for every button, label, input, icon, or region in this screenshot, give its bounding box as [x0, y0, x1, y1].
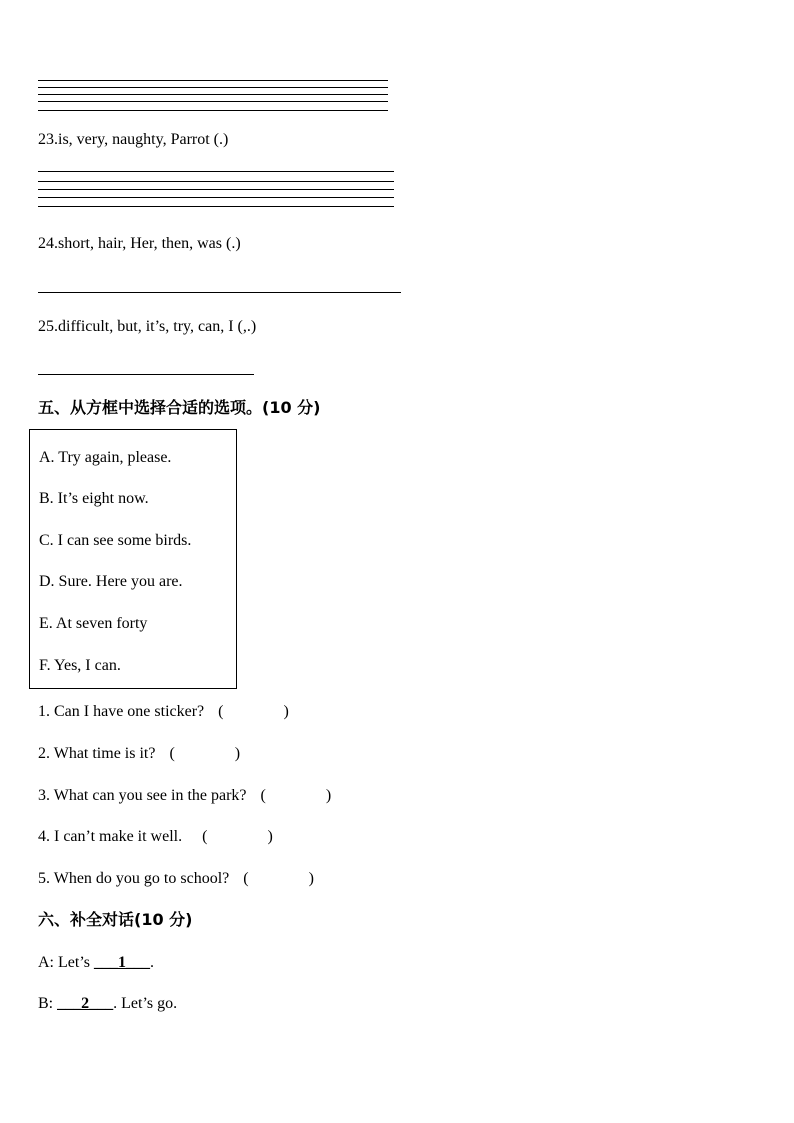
options-box [29, 429, 237, 689]
option-e: E. At seven forty [39, 615, 148, 632]
after-text: . Let’s go. [113, 995, 178, 1012]
after-text: . [150, 954, 154, 971]
item-text: 1. Can I have one sticker? [38, 703, 205, 720]
answer-paren-close: ) [325, 787, 332, 804]
answer-paren-close: ) [267, 828, 273, 845]
answer-paren-open: ( [202, 828, 208, 845]
answer-paren-close: ) [283, 703, 289, 720]
question-23 [38, 130, 228, 150]
item-text: 5. When do you go to school? [38, 870, 230, 887]
question-24 [38, 234, 241, 254]
answer-paren-open: ( [218, 703, 224, 720]
question-25 [38, 317, 256, 337]
answer-paren-close: ) [308, 870, 314, 887]
item-text: 3. What can you see in the park? [38, 787, 247, 804]
match-item-3 [38, 786, 331, 806]
blank-2[interactable]: ___2___ [57, 995, 114, 1012]
item-text: 4. I can’t make it well. [38, 828, 183, 845]
question-text: .short, hair, Her, then, was (.) [54, 235, 241, 252]
match-item-2 [38, 744, 240, 764]
answer-paren-open: ( [169, 745, 175, 762]
dialogue-line-a [38, 953, 154, 973]
answer-paren-close: ) [234, 745, 241, 762]
question-number: 23 [38, 131, 54, 148]
section-5-title: 五、从方框中选择合适的选项。(10 分) [38, 398, 321, 417]
option-f: F. Yes, I can. [39, 657, 121, 674]
match-item-5 [38, 869, 314, 889]
blank-1[interactable]: ___1___ [94, 954, 150, 971]
dialogue-line-b [38, 994, 177, 1014]
question-text: .is, very, naughty, Parrot (.) [54, 131, 229, 148]
question-number: 25 [38, 318, 54, 335]
speaker-text: B: [38, 995, 54, 1012]
match-item-1 [38, 702, 289, 722]
question-text: .difficult, but, it’s, try, can, I (,.) [54, 318, 257, 335]
match-item-4 [38, 827, 273, 847]
answer-line-25 [38, 374, 254, 375]
option-c: C. I can see some birds. [39, 532, 192, 549]
section-6-title: 六、补全对话(10 分) [38, 910, 193, 929]
option-d: D. Sure. Here you are. [39, 573, 183, 590]
answer-paren-open: ( [243, 870, 249, 887]
option-b: B. It’s eight now. [39, 490, 149, 507]
question-number: 24 [38, 235, 54, 252]
answer-paren-open: ( [260, 787, 266, 804]
option-a: A. Try again, please. [39, 449, 172, 466]
speaker-text: A: Let’s [38, 954, 90, 971]
item-text: 2. What time is it? [38, 745, 156, 762]
answer-line-24 [38, 292, 401, 293]
